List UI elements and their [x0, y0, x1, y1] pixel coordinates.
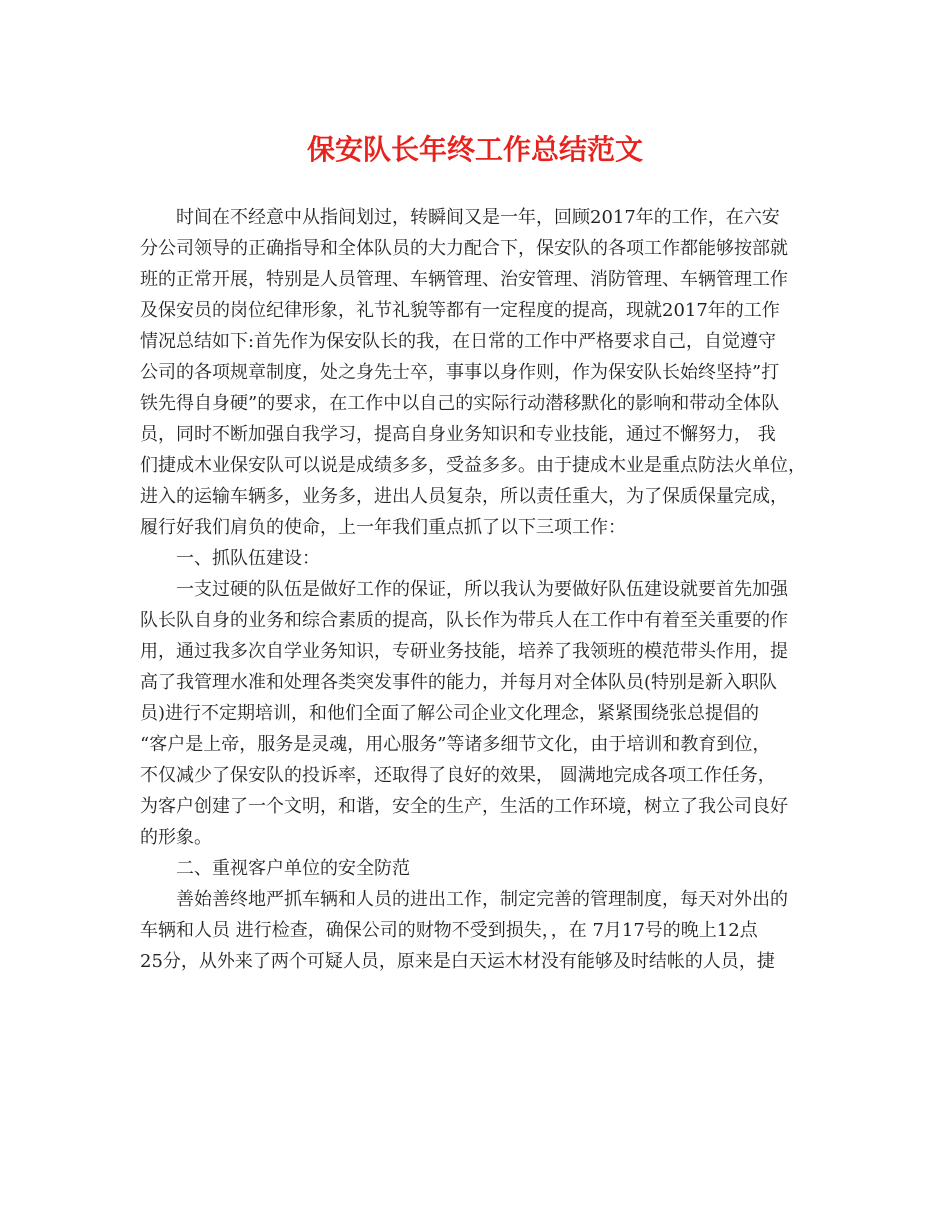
- text-line: 员，同时不断加强自我学习，提高自身业务知识和专业技能，通过不懈努力， 我: [140, 424, 776, 445]
- text-line: 的形象。: [140, 827, 212, 848]
- text-line: 情况总结如下:首先作为保安队长的我，在日常的工作中严格要求自己，自觉遵守: [140, 331, 777, 352]
- text-line: 进入的运输车辆多，业务多，进出人员复杂，所以责任重大，为了保质保量完成，: [140, 486, 788, 507]
- text-line: 车辆和人员 进行检查，确保公司的财物不受到损失，，在 7月17号的晚上12点: [140, 920, 758, 941]
- text-line: 分公司领导的正确指导和全体队员的大力配合下，保安队的各项工作都能够按部就: [140, 238, 788, 259]
- text-line: 二、重视客户单位的安全防范: [176, 858, 410, 879]
- text-line: 高了我管理水准和处理各类突发事件的能力，并每月对全体队员(特别是新入职队: [140, 672, 778, 693]
- text-line: 一支过硬的队伍是做好工作的保证，所以我认为要做好队伍建设就要首先加强: [176, 579, 788, 600]
- text-line: 员)进行不定期培训，和他们全面了解公司企业文化理念，紧紧围绕张总提倡的: [140, 703, 760, 724]
- text-line: 公司的各项规章制度，处之身先士卒，事事以身作则，作为保安队长始终坚持”打: [140, 362, 780, 383]
- document-body: [140, 202, 830, 977]
- text-line: 履行好我们肩负的使命，上一年我们重点抓了以下三项工作：: [140, 517, 626, 538]
- text-line: 一、抓队伍建设：: [176, 548, 320, 569]
- text-line: 及保安员的岗位纪律形象，礼节礼貌等都有一定程度的提高，现就2017年的工作: [140, 300, 780, 321]
- text-line: 用，通过我多次自学业务知识，专研业务技能，培养了我领班的模范带头作用，提: [140, 641, 788, 662]
- text-line: 铁先得自身硬”的要求，在工作中以自己的实际行动潜移默化的影响和带动全体队: [140, 393, 780, 414]
- text-line: 队长队自身的业务和综合素质的提高，队长作为带兵人在工作中有着至关重要的作: [140, 610, 788, 631]
- text-line: 们捷成木业保安队可以说是成绩多多，受益多多。由于捷成木业是重点防法火单位，: [140, 455, 806, 476]
- text-line: 班的正常开展，特别是人员管理、车辆管理、治安管理、消防管理、车辆管理工作: [140, 269, 788, 290]
- text-line: “客户是上帝，服务是灵魂，用心服务”等诸多细节文化，由于培训和教育到位，: [140, 734, 771, 755]
- text-line: 不仅减少了保安队的投诉率，还取得了良好的效果， 圆满地完成各项工作任务，: [140, 765, 776, 786]
- document-title: 保安队长年终工作总结范文: [306, 133, 643, 166]
- text-line: 善始善终地严抓车辆和人员的进出工作，制定完善的管理制度，每天对外出的: [176, 889, 788, 910]
- text-line: 时间在不经意中从指间划过，转瞬间又是一年，回顾2017年的工作，在六安: [176, 207, 780, 228]
- text-line: 25分，从外来了两个可疑人员，原来是白天运木材没有能够及时结帐的人员，捷: [140, 951, 775, 972]
- text-line: 为客户创建了一个文明，和谐，安全的生产，生活的工作环境，树立了我公司良好: [140, 796, 788, 817]
